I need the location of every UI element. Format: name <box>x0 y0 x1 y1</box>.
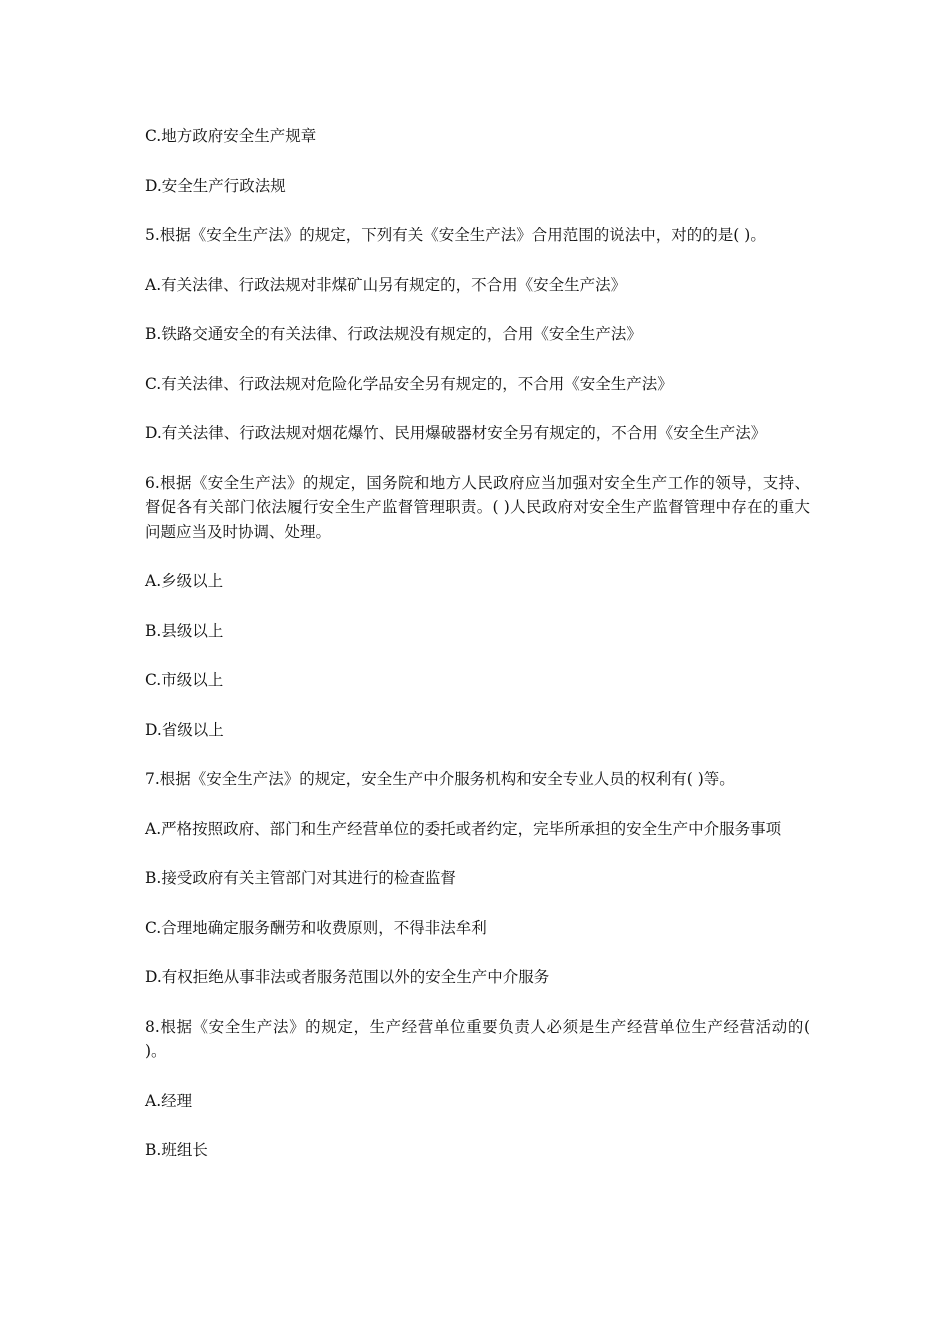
option-c-q5: C.有关法律、行政法规对危险化学品安全另有规定的，不合用《安全生产法》 <box>145 374 673 393</box>
option-a-q5: A.有关法律、行政法规对非煤矿山另有规定的，不合用《安全生产法》 <box>145 275 627 294</box>
option-d-q5: D.有关法律、行政法规对烟花爆竹、民用爆破器材安全另有规定的，不合用《安全生产法》 <box>145 424 767 442</box>
option-b-q8: B.班组长 <box>145 1141 208 1159</box>
option-d-q4: D.安全生产行政法规 <box>145 176 286 195</box>
option-d-q6: D.省级以上 <box>145 720 224 739</box>
option-c-q7: C.合理地确定服务酬劳和收费原则，不得非法牟利 <box>145 918 487 937</box>
document-body <box>145 124 810 1188</box>
option-a-q6: A.乡级以上 <box>145 572 224 590</box>
option-a-q7: A.严格按照政府、部门和生产经营单位的委托或者约定，完毕所承担的安全生产中介服务事项 <box>145 819 782 838</box>
option-a-q8: A.经理 <box>145 1091 193 1110</box>
option-b-q6: B.县级以上 <box>145 621 224 640</box>
option-d-q7: D.有权拒绝从事非法或者服务范围以外的安全生产中介服务 <box>145 968 550 986</box>
option-c-q4: C.地方政府安全生产规章 <box>145 127 317 145</box>
question-6: 6.根据《安全生产法》的规定，国务院和地方人民政府应当加强对安全生产工作的领导，支持、督促各有关部门依法履行安全生产监督管理职责。( )人民政府对安全生产监督管理中存在的重大问题应当及时协调、处理。 <box>145 473 810 541</box>
option-b-q5: B.铁路交通安全的有关法律、行政法规没有规定的，合用《安全生产法》 <box>145 325 642 343</box>
option-c-q6: C.市级以上 <box>145 671 224 689</box>
option-b-q7: B.接受政府有关主管部门对其进行的检查监督 <box>145 869 456 887</box>
question-5: 5.根据《安全生产法》的规定，下列有关《安全生产法》合用范围的说法中，对的的是( )。 <box>145 226 766 244</box>
question-7: 7.根据《安全生产法》的规定，安全生产中介服务机构和安全专业人员的权利有( )等。 <box>145 770 735 788</box>
question-8: 8.根据《安全生产法》的规定，生产经营单位重要负责人必须是生产经营单位生产经营活动的( )。 <box>145 1017 810 1060</box>
